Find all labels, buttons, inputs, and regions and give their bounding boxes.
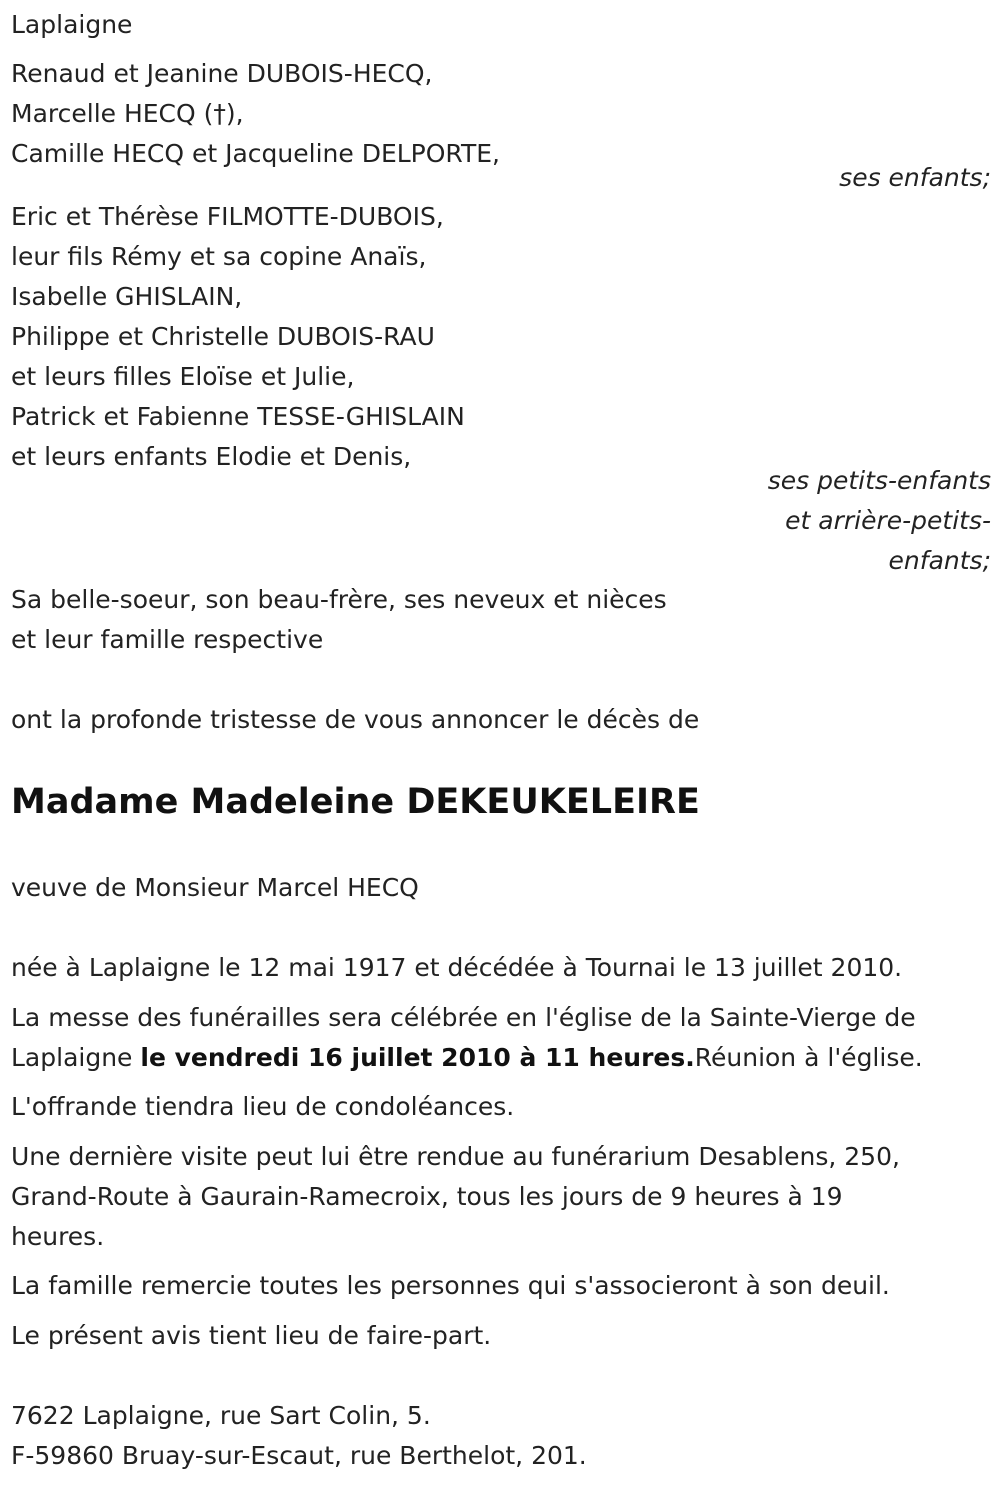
deceased-name: Madame Madeleine DEKEUKELEIRE [11,782,700,822]
children-line: Renaud et Jeanine DUBOIS-HECQ, [11,59,433,88]
relatives-line: et leur famille respective [11,625,324,654]
children-label: ses enfants; [839,163,991,192]
grandchildren-line: Patrick et Fabienne TESSE-GHISLAIN [11,402,465,431]
address-line: F-59860 Bruay-sur-Escaut, rue Berthelot, 201. [11,1441,587,1470]
grandchildren-label: ses petits-enfants [767,466,991,495]
thanks-text: La famille remercie toutes les personnes qui s'associeront à son deuil. [11,1271,890,1300]
grandchildren-line: Philippe et Christelle DUBOIS-RAU [11,322,435,351]
announcement-text: ont la profonde tristesse de vous annoncer le décès de [11,705,700,734]
funeral-line [11,1038,923,1078]
birth-death-text: née à Laplaigne le 12 mai 1917 et décédée à Tournai le 13 juillet 2010. [11,953,903,982]
funeral-date: le vendredi 16 juillet 2010 à 11 heures. [140,1043,695,1072]
address-line: 7622 Laplaigne, rue Sart Colin, 5. [11,1401,431,1430]
grandchildren-line: Isabelle GHISLAIN, [11,282,243,311]
funeral-place: Laplaigne [11,1043,141,1072]
widow-of-text: veuve de Monsieur Marcel HECQ [11,873,419,902]
children-line: Marcelle HECQ (†), [11,99,244,128]
visit-line: heures. [11,1222,105,1251]
children-line: Camille HECQ et Jacqueline DELPORTE, [11,139,500,168]
funeral-meeting: Réunion à l'église. [694,1043,923,1072]
relatives-line: Sa belle-soeur, son beau-frère, ses neveux et nièces [11,585,667,614]
grandchildren-label: et arrière-petits- [785,506,991,535]
place-heading: Laplaigne [11,10,133,39]
grandchildren-line: leur fils Rémy et sa copine Anaïs, [11,242,427,271]
offering-text: L'offrande tiendra lieu de condoléances. [11,1092,515,1121]
notice-text: Le présent avis tient lieu de faire-part. [11,1321,492,1350]
grandchildren-line: Eric et Thérèse FILMOTTE-DUBOIS, [11,202,444,231]
funeral-line: La messe des funérailles sera célébrée en l'église de la Sainte-Vierge de [11,1003,916,1032]
visit-line: Une dernière visite peut lui être rendue au funérarium Desablens, 250, [11,1142,900,1171]
grandchildren-line: et leurs filles Eloïse et Julie, [11,362,355,391]
visit-line: Grand-Route à Gaurain-Ramecroix, tous les jours de 9 heures à 19 [11,1182,843,1211]
grandchildren-label: enfants; [888,546,991,575]
grandchildren-line: et leurs enfants Elodie et Denis, [11,442,412,471]
